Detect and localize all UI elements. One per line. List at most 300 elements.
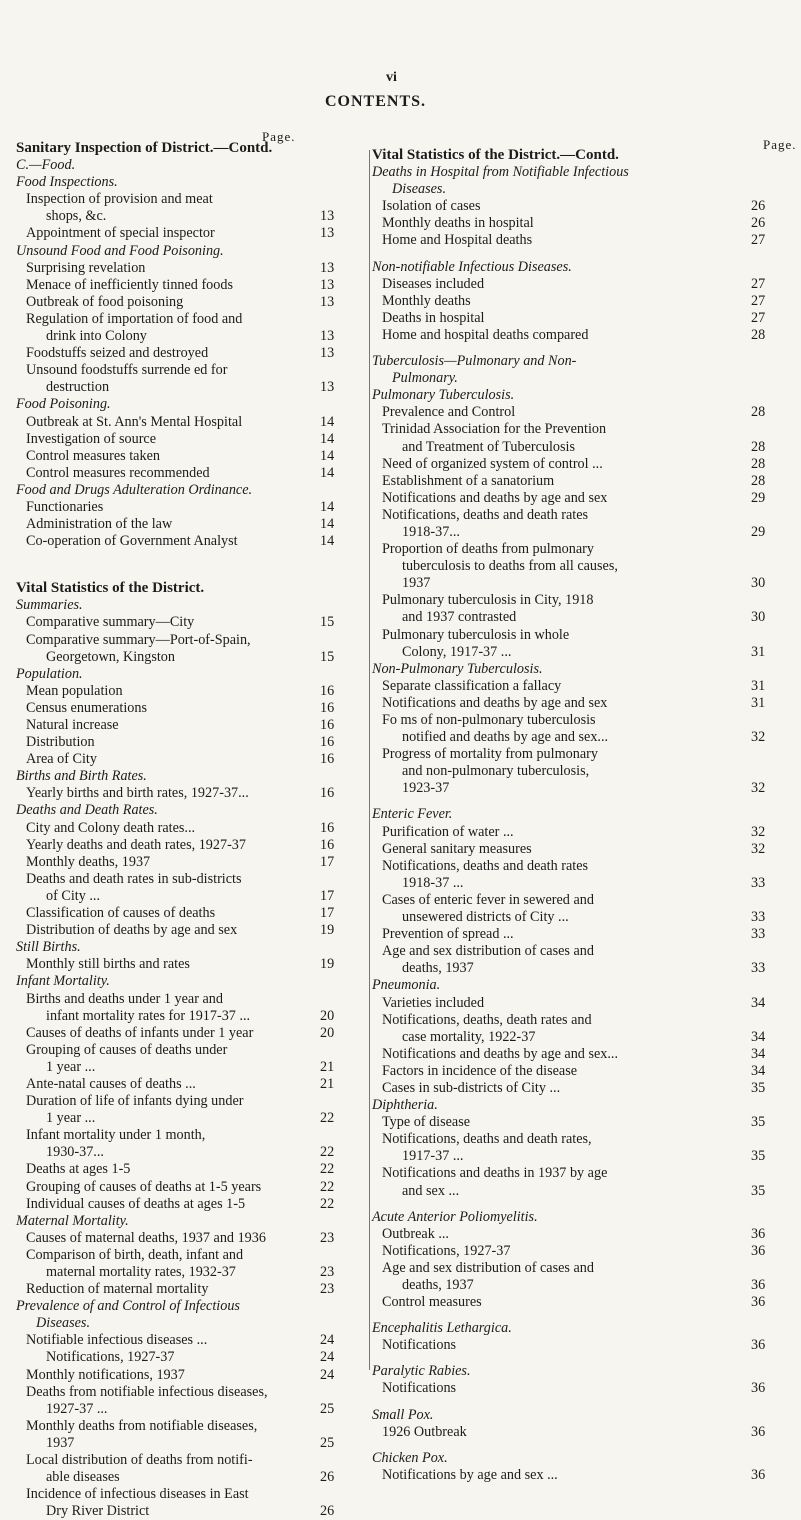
page-ref: 30 — [751, 609, 766, 626]
page-ref: 28 — [751, 326, 766, 343]
entry-title: Deaths at ages 1-5 — [26, 1161, 131, 1178]
page-ref: 22 — [320, 1110, 335, 1127]
toc-entry — [16, 649, 350, 666]
entry-title: Reduction of maternal mortality — [26, 1281, 209, 1298]
toc-entry — [16, 1281, 350, 1298]
entry-title: Yearly deaths and death rates, 1927-37 — [26, 836, 246, 853]
toc-entry — [16, 1161, 350, 1178]
entry-title: Grouping of causes of deaths at 1-5 years — [26, 1178, 262, 1195]
entry-text: Local distribution of deaths from notifi- — [26, 1452, 253, 1469]
entry-title: Distribution — [26, 734, 95, 751]
subsection-heading: C.—Food. — [16, 157, 76, 174]
subsection-heading: Births and Birth Rates. — [16, 768, 147, 785]
toc-entry — [16, 717, 350, 734]
page-ref: 27 — [751, 275, 766, 292]
entry-title: Dry River District — [46, 1503, 150, 1520]
entry-title: Prevalence and Control — [382, 404, 516, 421]
entry-title: Prevention of spread ... — [382, 926, 514, 943]
page-ref: 34 — [751, 994, 766, 1011]
toc-entry — [16, 1349, 350, 1366]
page-ref: 26 — [320, 1503, 335, 1520]
toc-entry — [372, 1148, 781, 1165]
page-ref: 25 — [320, 1434, 335, 1451]
toc-entry — [16, 1367, 350, 1384]
subsection-heading: Maternal Mortality. — [16, 1212, 129, 1229]
toc-entry — [16, 499, 350, 516]
right-contents-column — [372, 147, 781, 1484]
column-divider — [369, 150, 370, 1370]
subsection-heading: Pulmonary. — [392, 370, 458, 387]
toc-entry — [16, 700, 350, 717]
page-ref: 27 — [751, 292, 766, 309]
page-ref: 21 — [320, 1058, 335, 1075]
toc-entry — [372, 490, 781, 507]
entry-title: Notifications by age and sex ... — [382, 1466, 558, 1483]
entry-title: Monthly deaths, 1937 — [26, 853, 151, 870]
page-ref: 13 — [320, 225, 335, 242]
page-ref: 32 — [751, 729, 766, 746]
toc-entry — [16, 294, 350, 311]
toc-entry — [16, 1469, 350, 1486]
entry-text: Pulmonary tuberculosis in City, 1918 — [382, 592, 594, 609]
page-ref: 16 — [320, 699, 335, 716]
entry-title: 1 year ... — [46, 1110, 96, 1127]
page-ref: 17 — [320, 887, 335, 904]
entry-text: Monthly deaths from notifiable diseases, — [26, 1417, 258, 1434]
toc-entry — [16, 1401, 350, 1418]
toc-entry — [16, 751, 350, 768]
entry-title: Co-operation of Government Analyst — [26, 533, 238, 550]
spacer — [16, 550, 350, 580]
page-ref: 33 — [751, 960, 766, 977]
page-ref: 28 — [751, 438, 766, 455]
page-ref: 36 — [751, 1337, 766, 1354]
toc-entry — [16, 379, 350, 396]
page-ref: 17 — [320, 853, 335, 870]
page-ref: 24 — [320, 1349, 335, 1366]
page-ref: 33 — [751, 909, 766, 926]
entry-title: Deaths in hospital — [382, 309, 485, 326]
entry-title: Home and hospital deaths compared — [382, 326, 589, 343]
subsection-heading: Unsound Food and Food Poisoning. — [16, 242, 224, 259]
entry-title: 1937 — [402, 575, 431, 592]
page-ref: 26 — [320, 1469, 335, 1486]
entry-title: Functionaries — [26, 498, 104, 515]
page-ref: 32 — [751, 840, 766, 857]
toc-entry — [16, 1179, 350, 1196]
page-ref: 17 — [320, 905, 335, 922]
entry-title: Foodstuffs seized and destroyed — [26, 345, 209, 362]
entry-title: Menace of inefficiently tinned foods — [26, 276, 233, 293]
page-ref: 16 — [320, 819, 335, 836]
toc-entry — [372, 695, 781, 712]
entry-title: Area of City — [26, 751, 97, 768]
entry-title: of City ... — [46, 887, 100, 904]
toc-entry — [16, 533, 350, 550]
toc-entry — [16, 1025, 350, 1042]
page-ref: 36 — [751, 1294, 766, 1311]
toc-entry — [372, 780, 781, 797]
toc-entry — [16, 448, 350, 465]
entry-title: 1 year ... — [46, 1058, 96, 1075]
page-ref: 28 — [751, 472, 766, 489]
entry-text: Comparison of birth, death, infant and — [26, 1246, 244, 1263]
spacer — [372, 344, 781, 353]
page-ref: 34 — [751, 1062, 766, 1079]
toc-entry — [16, 1144, 350, 1161]
entry-text: Age and sex distribution of cases and — [382, 1259, 594, 1276]
entry-title: Notifications — [382, 1337, 457, 1354]
entry-title: 1930-37... — [46, 1144, 104, 1161]
entry-text: Notifications, deaths and death rates — [382, 506, 589, 523]
entry-text: Duration of life of infants dying under — [26, 1093, 244, 1110]
page-ref: 28 — [751, 455, 766, 472]
toc-entry — [16, 225, 350, 242]
entry-text: Incidence of infectious diseases in East — [26, 1486, 249, 1503]
toc-entry — [372, 841, 781, 858]
entry-title: maternal mortality rates, 1932-37 — [46, 1264, 236, 1280]
toc-entry — [16, 1059, 350, 1076]
toc-entry — [372, 232, 781, 249]
page-ref: 22 — [320, 1161, 335, 1178]
page-ref: 19 — [320, 956, 335, 973]
toc-entry — [372, 824, 781, 841]
subsection-heading: Tuberculosis—Pulmonary and Non- — [372, 353, 577, 370]
toc-entry — [16, 854, 350, 871]
entry-title: Monthly notifications, 1937 — [26, 1366, 185, 1383]
entry-title: 1918-37 ... — [402, 874, 464, 891]
entry-title: case mortality, 1922-37 — [402, 1028, 536, 1045]
subsection-heading: Diphtheria. — [372, 1097, 438, 1114]
toc-entry — [372, 575, 781, 592]
toc-entry — [372, 439, 781, 456]
entry-text: tuberculosis to deaths from all causes, — [402, 558, 618, 575]
page-ref: 36 — [751, 1380, 766, 1397]
page-ref: 27 — [751, 232, 766, 249]
entry-text: Births and deaths under 1 year and — [26, 990, 223, 1007]
toc-entry — [16, 785, 350, 802]
toc-entry — [372, 960, 781, 977]
entry-title: Surprising revelation — [26, 259, 146, 276]
toc-entry — [16, 208, 350, 225]
subsection-heading: Paralytic Rabies. — [372, 1363, 471, 1380]
entry-title: shops, &c. — [46, 208, 107, 225]
contents-title: CONTENTS. — [325, 93, 427, 110]
subsection-heading: Prevalence of and Control of Infectious — [16, 1298, 240, 1315]
page-ref: 33 — [751, 926, 766, 943]
subsection-heading: Food and Drugs Adulteration Ordinance. — [16, 481, 253, 498]
toc-entry — [16, 1076, 350, 1093]
toc-entry — [16, 1196, 350, 1213]
toc-entry — [16, 431, 350, 448]
entry-title: Control measures recommended — [26, 464, 210, 481]
page-ref: 35 — [751, 1114, 766, 1131]
spacer — [372, 1311, 781, 1320]
page-ref: 27 — [751, 309, 766, 326]
entry-title: Appointment of special inspector — [26, 225, 215, 242]
entry-title: Isolation of cases — [382, 198, 481, 215]
toc-entry — [372, 1063, 781, 1080]
subsection-heading: Enteric Fever. — [372, 806, 453, 823]
entry-title: drink into Colony — [46, 328, 147, 345]
entry-text: Infant mortality under 1 month, — [26, 1127, 206, 1144]
entry-title: Monthly still births and rates — [26, 956, 190, 973]
toc-entry — [372, 1467, 781, 1484]
page-ref: 19 — [320, 922, 335, 939]
entry-text: Comparative summary—Port-of-Spain, — [26, 631, 251, 648]
toc-entry — [16, 260, 350, 277]
toc-entry — [16, 1503, 350, 1520]
subsection-heading: Deaths in Hospital from Notifiable Infectious — [372, 164, 629, 181]
left-contents-column — [16, 140, 350, 1520]
page-ref: 13 — [320, 293, 335, 310]
toc-entry — [16, 888, 350, 905]
page-ref: 14 — [320, 516, 335, 533]
entry-text: Inspection of provision and meat — [26, 191, 213, 208]
toc-entry — [16, 905, 350, 922]
page-ref: 24 — [320, 1332, 335, 1349]
subsection-heading: Pulmonary Tuberculosis. — [372, 387, 515, 404]
entry-title: Mean population — [26, 682, 123, 699]
entry-title: Notifiable infectious diseases ... — [26, 1332, 208, 1349]
subsection-heading: Summaries. — [16, 597, 83, 614]
page-ref: 15 — [320, 614, 335, 631]
entry-title: Monthly deaths — [382, 292, 471, 309]
entry-title: and Treatment of Tuberculosis — [402, 438, 576, 455]
subsection-heading: Food Poisoning. — [16, 396, 111, 413]
page-ref: 32 — [751, 823, 766, 840]
spacer — [372, 1398, 781, 1407]
entry-title: notified and deaths by age and sex... — [402, 729, 609, 746]
toc-entry — [372, 1226, 781, 1243]
toc-entry — [372, 1380, 781, 1397]
page-ref: 14 — [320, 533, 335, 550]
entry-text: Pulmonary tuberculosis in whole — [382, 626, 570, 643]
page-ref: 14 — [320, 464, 335, 481]
toc-entry — [16, 734, 350, 751]
page-ref: 26 — [751, 215, 766, 232]
toc-entry — [372, 327, 781, 344]
page-ref: 23 — [320, 1229, 335, 1246]
toc-entry — [372, 729, 781, 746]
entry-title: Varieties included — [382, 994, 485, 1011]
entry-text: Age and sex distribution of cases and — [382, 943, 594, 960]
entry-title: Diseases included — [382, 275, 485, 292]
entry-title: infant mortality rates for 1917-37 ... — [46, 1007, 251, 1024]
toc-entry — [372, 678, 781, 695]
toc-entry — [16, 922, 350, 939]
page-ref: 28 — [751, 404, 766, 421]
entry-text: Cases of enteric fever in sewered and — [382, 891, 594, 908]
toc-entry — [372, 1080, 781, 1097]
entry-title: 1927-37 ... — [46, 1400, 108, 1417]
toc-entry — [372, 1294, 781, 1311]
toc-entry — [16, 328, 350, 345]
toc-entry — [372, 1183, 781, 1200]
section-heading: Sanitary Inspection of District.—Contd. — [16, 140, 273, 156]
page-ref: 36 — [751, 1423, 766, 1440]
page-ref: 31 — [751, 643, 766, 660]
spacer — [372, 250, 781, 259]
entry-title: Factors in incidence of the disease — [382, 1062, 578, 1079]
page-ref: 33 — [751, 874, 766, 891]
toc-entry — [16, 414, 350, 431]
entry-title: Home and Hospital deaths — [382, 232, 533, 249]
entry-title: Separate classification a fallacy — [382, 677, 562, 694]
left-page-column-header: Page. — [262, 129, 296, 144]
entry-text: Unsound foodstuffs surrende ed for — [26, 362, 228, 379]
entry-text: Notifications and deaths in 1937 by age — [382, 1165, 608, 1182]
toc-entry — [372, 1046, 781, 1063]
entry-title: Monthly deaths in hospital — [382, 215, 534, 232]
page-ref: 16 — [320, 717, 335, 733]
toc-entry — [372, 875, 781, 892]
entry-text: Fo ms of non-pulmonary tuberculosis — [382, 712, 596, 728]
toc-entry — [16, 683, 350, 700]
entry-title: Purification of water ... — [382, 823, 514, 840]
subsection-heading: Deaths and Death Rates. — [16, 802, 158, 819]
page-ref: 35 — [751, 1148, 766, 1165]
toc-entry — [16, 465, 350, 482]
page-ref: 16 — [320, 836, 335, 853]
toc-entry — [16, 1332, 350, 1349]
toc-entry — [372, 1337, 781, 1354]
entry-title: Investigation of source — [26, 430, 157, 447]
entry-title: Notifications, 1927-37 — [382, 1242, 511, 1259]
page-ref: 20 — [320, 1024, 335, 1041]
entry-title: Notifications and deaths by age and sex — [382, 489, 608, 506]
page-ref: 22 — [320, 1178, 335, 1195]
entry-title: Establishment of a sanatorium — [382, 472, 555, 489]
page-ref: 15 — [320, 648, 335, 665]
subsection-heading: Small Pox. — [372, 1406, 434, 1423]
toc-entry — [372, 473, 781, 490]
page-ref: 35 — [751, 1079, 766, 1096]
page-ref: 29 — [751, 523, 766, 540]
entry-title: unsewered districts of City ... — [402, 909, 569, 926]
page-ref: 29 — [751, 489, 766, 506]
right-page-column-header: Page. — [763, 137, 797, 152]
entry-title: Control measures — [382, 1294, 482, 1311]
page-ref: 13 — [320, 328, 335, 345]
entry-title: deaths, 1937 — [402, 1277, 474, 1293]
entry-title: General sanitary measures — [382, 840, 532, 857]
toc-entry — [16, 277, 350, 294]
page-ref: 31 — [751, 694, 766, 711]
spacer — [372, 1441, 781, 1450]
toc-entry — [372, 995, 781, 1012]
page-ref: 16 — [320, 785, 335, 802]
toc-entry — [372, 609, 781, 626]
toc-entry — [372, 276, 781, 293]
page-ref: 32 — [751, 780, 766, 797]
toc-entry — [372, 1243, 781, 1260]
toc-entry — [16, 956, 350, 973]
subsection-heading: Encephalitis Lethargica. — [372, 1320, 512, 1337]
section-heading: Vital Statistics of the District.—Contd. — [372, 147, 619, 163]
entry-title: and 1937 contrasted — [402, 609, 517, 626]
subsection-heading: Non-notifiable Infectious Diseases. — [372, 258, 572, 275]
toc-entry — [16, 1110, 350, 1127]
entry-title: Outbreak at St. Ann's Mental Hospital — [26, 413, 243, 430]
toc-entry — [16, 516, 350, 533]
page-ref: 14 — [320, 447, 335, 464]
subsection-heading: Infant Mortality. — [16, 973, 110, 990]
entry-text: Trinidad Association for the Prevention — [382, 421, 607, 438]
toc-entry — [372, 1277, 781, 1294]
entry-title: Need of organized system of control ... — [382, 455, 603, 472]
page-ref: 36 — [751, 1277, 766, 1293]
entry-title: Causes of deaths of infants under 1 year — [26, 1024, 254, 1041]
page-ref: 13 — [320, 345, 335, 362]
subsection-heading: Chicken Pox. — [372, 1449, 448, 1466]
page-ref: 35 — [751, 1182, 766, 1199]
entry-text: Grouping of causes of deaths under — [26, 1041, 228, 1058]
entry-title: Census enumerations — [26, 699, 147, 716]
toc-entry — [372, 310, 781, 327]
subsection-heading: Still Births. — [16, 939, 81, 956]
toc-entry — [16, 345, 350, 362]
entry-title: City and Colony death rates... — [26, 819, 196, 836]
spacer — [372, 1200, 781, 1209]
toc-entry — [16, 837, 350, 854]
entry-title: able diseases — [46, 1469, 120, 1486]
toc-entry — [16, 1435, 350, 1452]
entry-title: Notifications and deaths by age and sex... — [382, 1045, 618, 1062]
page-ref: 20 — [320, 1007, 335, 1024]
entry-text: Notifications, deaths and death rates, — [382, 1131, 592, 1148]
entry-title: Yearly births and birth rates, 1927-37... — [26, 785, 249, 802]
toc-entry — [372, 456, 781, 473]
spacer — [372, 797, 781, 806]
entry-text: Deaths from notifiable infectious diseases, — [26, 1383, 268, 1400]
toc-entry — [372, 524, 781, 541]
entry-title: Outbreak of food poisoning — [26, 293, 184, 310]
toc-entry — [16, 820, 350, 837]
toc-entry — [16, 614, 350, 631]
toc-entry — [16, 1264, 350, 1281]
page-ref: 14 — [320, 413, 335, 430]
entry-text: Deaths and death rates in sub-districts — [26, 870, 242, 887]
entry-title: destruction — [46, 379, 110, 396]
page-ref: 14 — [320, 430, 335, 447]
page-ref: 31 — [751, 677, 766, 694]
page-ref: 13 — [320, 208, 335, 225]
entry-title: Administration of the law — [26, 516, 173, 533]
toc-entry — [372, 1114, 781, 1131]
page-ref: 30 — [751, 575, 766, 592]
entry-title: 1937 — [46, 1434, 75, 1451]
page-ref: 36 — [751, 1466, 766, 1483]
entry-title: Cases in sub-districts of City ... — [382, 1079, 561, 1096]
subsection-heading: Population. — [16, 665, 83, 682]
entry-text: Notifications, deaths and death rates — [382, 857, 589, 874]
page-ref: 22 — [320, 1195, 335, 1212]
entry-title: Colony, 1917-37 ... — [402, 643, 512, 660]
entry-text: Progress of mortality from pulmonary — [382, 746, 598, 763]
toc-entry — [372, 644, 781, 661]
page-ref: 13 — [320, 379, 335, 396]
toc-entry — [16, 1008, 350, 1025]
entry-title: Comparative summary—City — [26, 614, 195, 631]
entry-title: Outbreak ... — [382, 1225, 449, 1242]
entry-title: Notifications, 1927-37 — [46, 1349, 175, 1366]
page-ref: 25 — [320, 1400, 335, 1417]
entry-title: 1926 Outbreak — [382, 1423, 467, 1440]
page-ref: 16 — [320, 682, 335, 699]
page-ref: 13 — [320, 259, 335, 276]
page-ref: 21 — [320, 1075, 335, 1092]
